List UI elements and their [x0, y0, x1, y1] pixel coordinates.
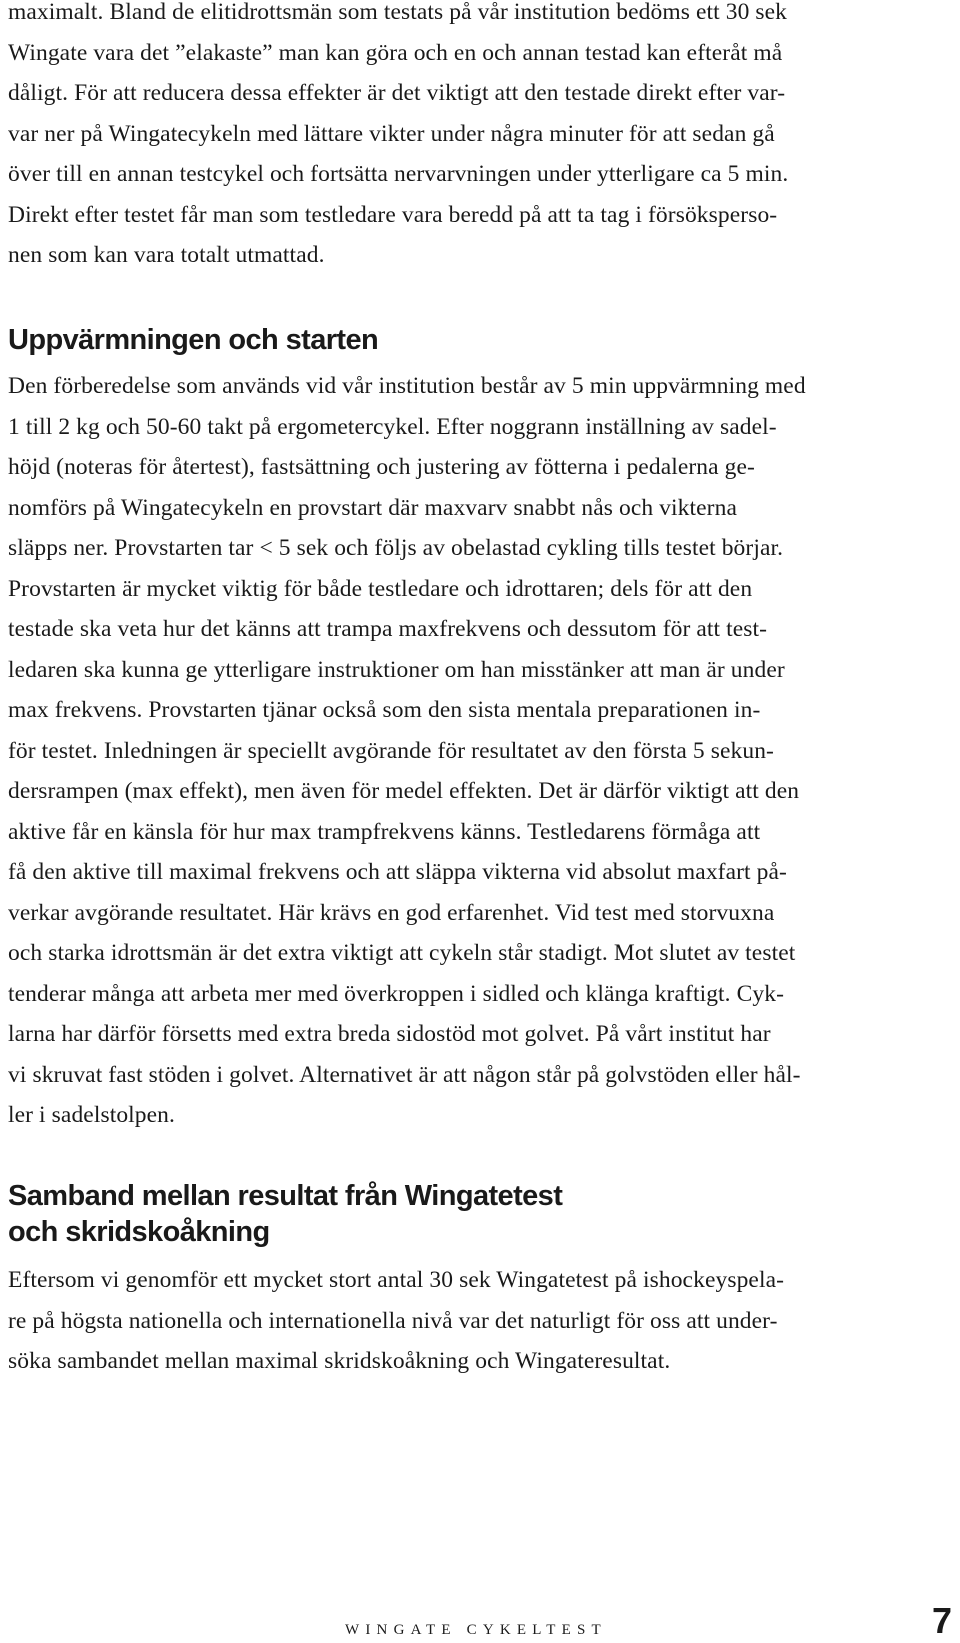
text-line: ler i sadelstolpen.: [8, 1102, 176, 1128]
text-line: re på högsta nationella och internationella nivå var det naturligt för oss att under-: [8, 1307, 778, 1334]
text-line: testade ska veta hur det känns att trampa maxfrekvens och dessutom för att test-: [8, 616, 768, 642]
text-line: dåligt. För att reducera dessa effekter är det viktigt att den testade direkt efter var-: [8, 80, 786, 106]
text-line: tenderar många att arbeta mer med överkroppen i sidled och klänga kraftigt. Cyk-: [8, 980, 785, 1007]
page-footer: [0, 1590, 960, 1640]
text-line: vi skruvat fast stöden i golvet. Alternativet är att någon står på golvstöden eller hål-: [8, 1061, 801, 1088]
text-line: och starka idrottsmän är det extra viktigt att cykeln står stadigt. Mot slutet av testet: [8, 940, 796, 966]
paragraph-warmup: [8, 366, 806, 1136]
text-line: Den förberedelse som används vid vår institution består av 5 min uppvärmning med: [8, 373, 806, 399]
section-heading-correlation: [8, 1178, 562, 1250]
running-footer-title: WINGATE CYKELTEST: [345, 1622, 607, 1638]
section-heading-warmup: [8, 322, 378, 358]
paragraph-correlation: [8, 1260, 784, 1382]
text-line: ledaren ska kunna ge ytterligare instruktioner om han misstänker att man är under: [8, 656, 785, 683]
text-line: få den aktive till maximal frekvens och att släppa vikterna vid absolut maxfart på-: [8, 859, 787, 885]
text-line: släpps ner. Provstarten tar < 5 sek och följs av obelastad cykling tills testet börjar.: [8, 535, 784, 561]
text-line: över till en annan testcykel och fortsätta nervarvningen under ytterligare ca 5 min.: [8, 161, 789, 187]
text-line: larna har därför försetts med extra breda sidostöd mot golvet. På vårt institut har: [8, 1021, 771, 1047]
text-line: nen som kan vara totalt utmattad.: [8, 242, 325, 268]
text-line: söka sambandet mellan maximal skridskoåkning och Wingateresultat.: [8, 1348, 671, 1374]
heading-line: Samband mellan resultat från Wingatetest: [8, 1180, 563, 1212]
heading-line: och skridskoåkning: [8, 1216, 270, 1248]
paragraph-intro: [8, 0, 788, 276]
heading-line: Uppvärmningen och starten: [8, 324, 379, 356]
text-line: 1 till 2 kg och 50-60 takt på ergometercykel. Efter noggrann inställning av sadel-: [8, 413, 777, 440]
text-line: nomförs på Wingatecykeln en provstart där maxvarv snabbt nås och vikterna: [8, 494, 737, 521]
text-line: höjd (noteras för återtest), fastsättning och justering av fötterna i pedalerna ge-: [8, 454, 755, 480]
text-line: verkar avgörande resultatet. Här krävs en god erfarenhet. Vid test med storvuxna: [8, 899, 775, 926]
text-line: maximalt. Bland de elitidrottsmän som testats på vår institution bedöms ett 30 sek: [8, 0, 788, 25]
page-number: 7: [931, 1600, 952, 1641]
text-line: aktive får en känsla för hur max trampfrekvens känns. Testledarens förmåga att: [8, 818, 761, 845]
text-line: dersrampen (max effekt), men även för medel effekten. Det är därför viktigt att den: [8, 778, 800, 804]
text-line: Wingate vara det ”elakaste” man kan göra och en och annan testad kan efteråt må: [8, 39, 783, 66]
text-line: var ner på Wingatecykeln med lättare vikter under några minuter för att sedan gå: [8, 120, 775, 147]
text-line: Provstarten är mycket viktig för både testledare och idrottaren; dels för att den: [8, 575, 753, 602]
text-line: Eftersom vi genomför ett mycket stort antal 30 sek Wingatetest på ishockeyspela-: [8, 1267, 785, 1293]
text-line: för testet. Inledningen är speciellt avgörande för resultatet av den första 5 sekun-: [8, 737, 774, 764]
text-line: Direkt efter testet får man som testledare vara beredd på att ta tag i försöksperso-: [8, 201, 778, 228]
text-line: max frekvens. Provstarten tjänar också som den sista mentala preparationen in-: [8, 697, 761, 723]
